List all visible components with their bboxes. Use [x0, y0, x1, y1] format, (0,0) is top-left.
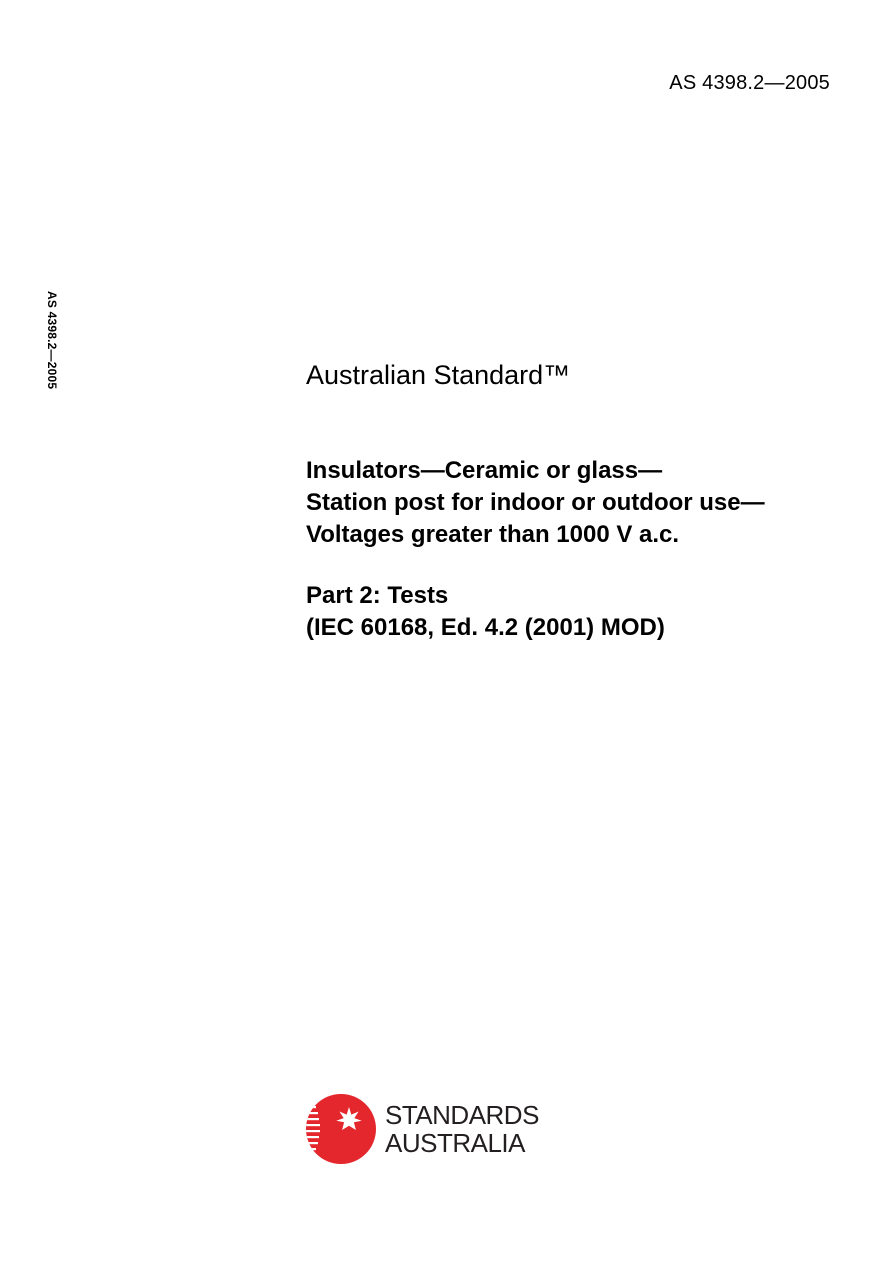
spine-label: AS 4398.2—2005 [45, 291, 59, 390]
part-title [306, 580, 665, 644]
title-line: Voltages greater than 1000 V a.c. [306, 521, 680, 548]
document-number: AS 4398.2—2005 [669, 72, 830, 94]
logo-line: AUSTRALIA [385, 1128, 525, 1158]
star-logo-icon [305, 1093, 377, 1165]
logo-line: STANDARDS [385, 1100, 539, 1130]
part-line: Part 2: Tests [306, 582, 449, 609]
document-title [306, 455, 765, 551]
title-line: Insulators—Ceramic or glass— [306, 457, 663, 484]
title-line: Station post for indoor or outdoor use— [306, 489, 765, 516]
part-line: (IEC 60168, Ed. 4.2 (2001) MOD) [306, 614, 665, 641]
logo-wordmark [385, 1101, 539, 1157]
series-title: Australian Standard™ [306, 360, 571, 390]
standards-australia-logo [305, 1093, 550, 1167]
